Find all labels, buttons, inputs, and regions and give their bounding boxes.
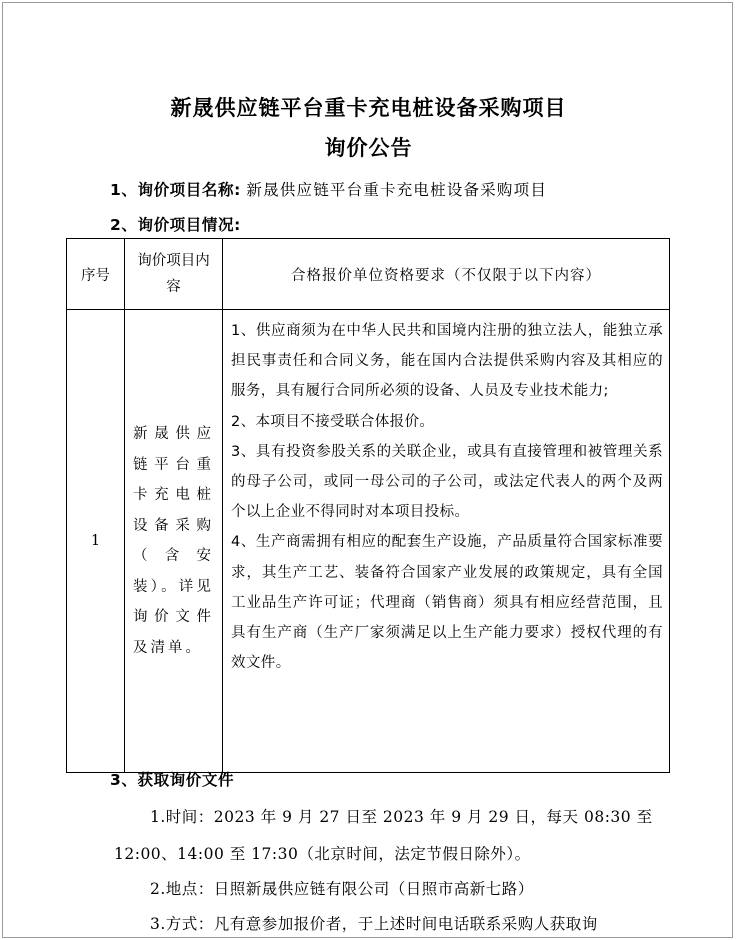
section-project-name [110,178,547,200]
method-value: 凡有意参加报价者，于上述时间电话联系采购人获取询 [213,915,598,933]
header-requirements: 合格报价单位资格要求（不仅限于以下内容） [223,239,670,310]
time-line [150,805,653,827]
row-item: 新晟供应链平台重卡充电桩设备采购（含安装）。详见询价文件及清单。 [125,310,223,773]
place-value: 日照新晟供应链有限公司（日照市高新七路） [213,880,534,898]
document-title: 新晟供应链平台重卡充电桩设备采购项目 [170,96,567,120]
time-label: 1.时间： [150,808,214,826]
row-number: 1 [67,310,125,773]
method-line [150,912,598,934]
place-line [150,877,534,899]
header-no: 序号 [67,239,125,310]
requirement-1: 1、供应商须为在中华人民共和国境内注册的独立法人，能独立承担民事责任和合同义务，能在国内合法提供采购内容及其相应的服务，具有履行合同所必须的设备、人员及专业技术能力; [231,323,663,400]
row-requirements [223,310,670,773]
method-label: 3.方式： [150,915,214,933]
section-project-situation: 2、询价项目情况: [110,216,241,234]
table-header-row [67,239,670,310]
project-name-value: 新晟供应链平台重卡充电桩设备采购项目 [246,181,548,199]
table-row [67,310,670,773]
requirement-3: 3、具有投资参股关系的关联企业，或具有直接管理和被管理关系的母子公司，或同一母公司的子公司，或法定代表人的两个及两个以上企业不得同时对本项目投标。 [231,443,663,521]
time-value-1: 2023 年 9 月 27 日至 2023 年 9 月 29 日，每天 08:30 至 [213,808,653,826]
requirement-2: 2、本项目不接受联合体报价。 [231,413,435,430]
section-label: 1、询价项目名称: [110,181,241,199]
header-item: 询价项目内容 [125,239,223,310]
requirements-table [66,238,670,773]
place-label: 2.地点： [150,880,214,898]
section-obtain-documents: 3、获取询价文件 [110,771,235,789]
document-subtitle: 询价公告 [324,136,413,160]
requirement-4: 4、生产商需拥有相应的配套生产设施，产品质量符合国家标准要求，其生产工艺、装备符合国家产业发展的政策规定，具有全国工业品生产许可证；代理商（销售商）须具有相应经营范围，且具有生产商（生产厂家须满足以上生产能力要求）授权代理的有效文件。 [231,534,663,672]
time-line-continued: 12:00、14:00 至 17:30（北京时间，法定节假日除外）。 [114,845,531,863]
